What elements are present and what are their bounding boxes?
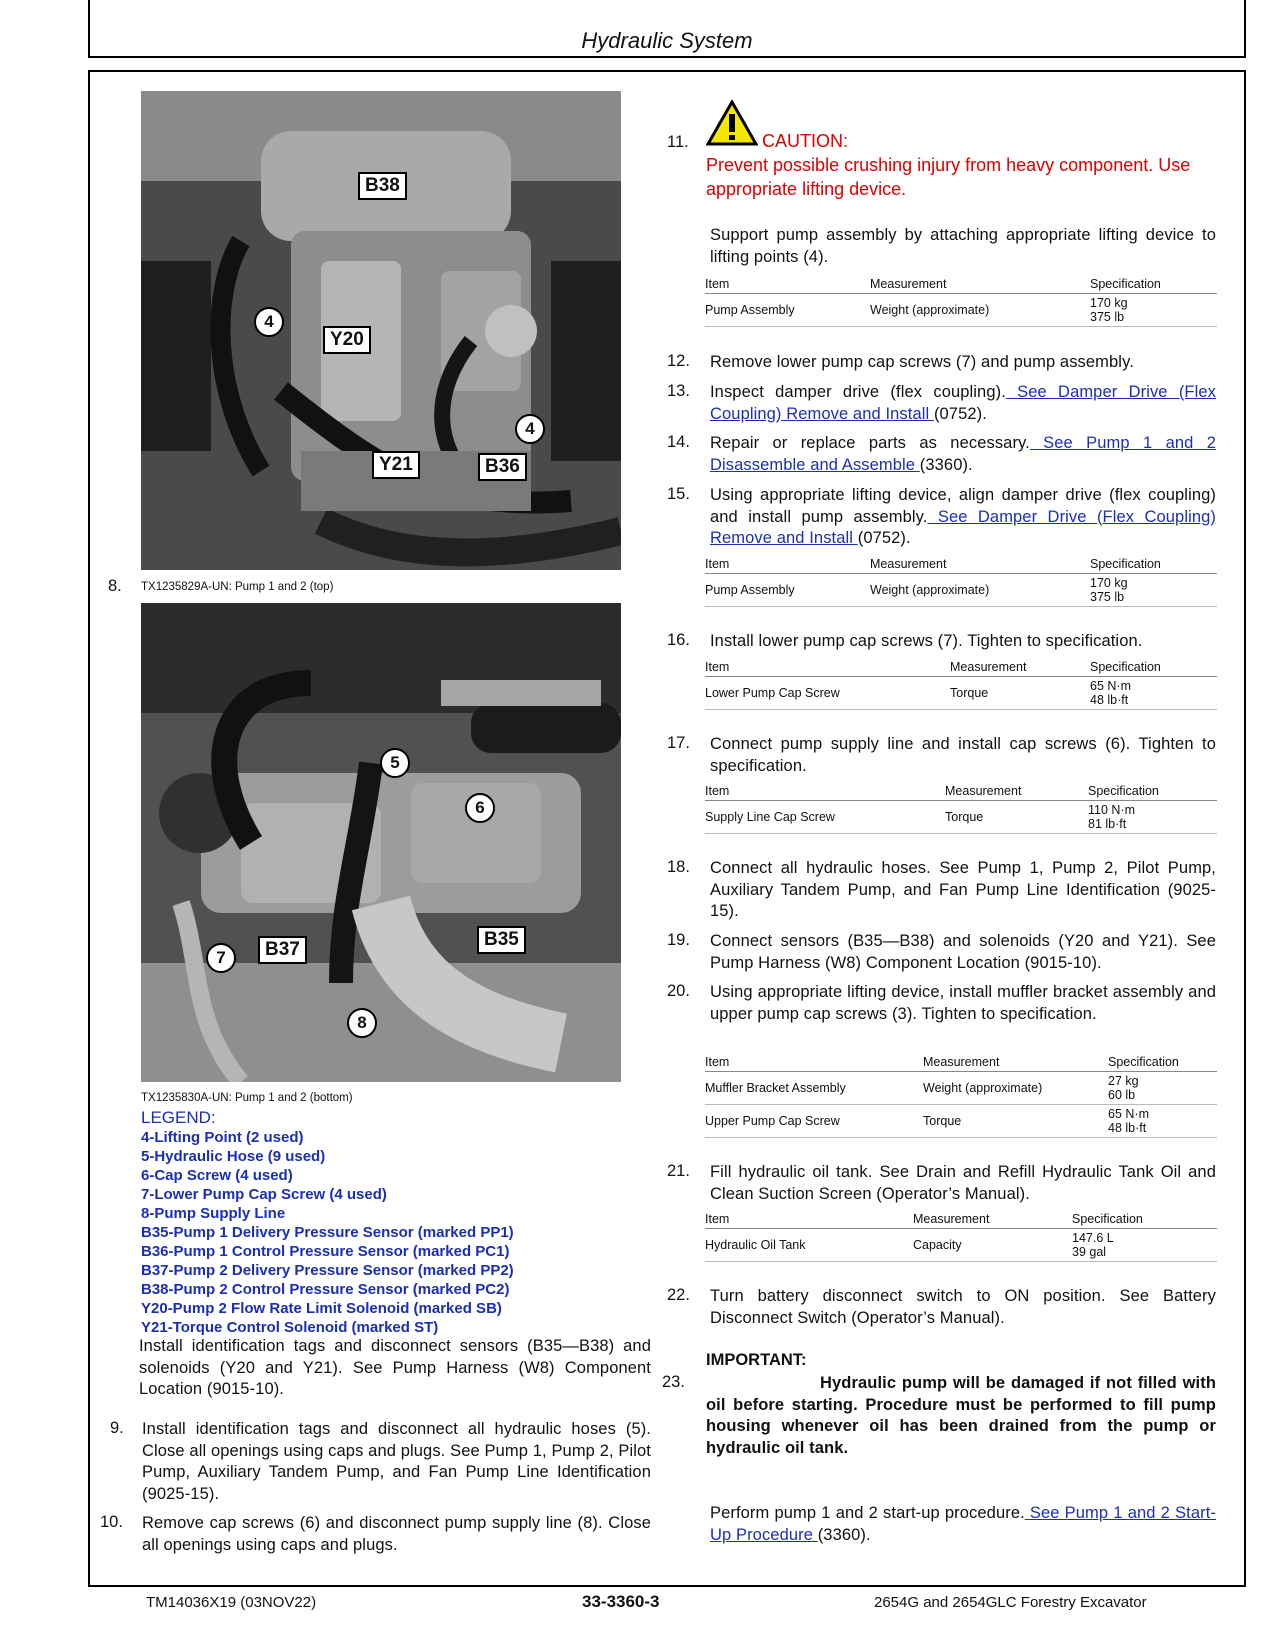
step-13-suffix: (0752). xyxy=(933,404,987,423)
spec-value: 39 gal xyxy=(1072,1245,1107,1259)
table-cell: Weight (approximate) xyxy=(923,1072,1108,1105)
table-cell: Hydraulic Oil Tank xyxy=(705,1229,913,1262)
pump-top-photo xyxy=(141,91,621,570)
step-22-text: Turn battery disconnect switch to ON position. See Battery Disconnect Switch (Operator’s Manual). xyxy=(710,1287,1216,1327)
pump-bottom-photo xyxy=(141,603,621,1082)
table-header: Specification xyxy=(1088,783,1217,801)
table-header: Item xyxy=(705,556,870,574)
step-17-number: 17. xyxy=(667,734,690,752)
table-cell: Torque xyxy=(923,1105,1108,1138)
step-20-number: 20. xyxy=(667,982,690,1000)
table-cell: Pump Assembly xyxy=(705,294,870,327)
table-cell xyxy=(1088,801,1217,834)
step-12-number: 12. xyxy=(667,352,690,370)
legend-item: 8-Pump Supply Line xyxy=(141,1205,286,1222)
damper-drive-link[interactable]: See Damper Drive (Flex Coupling) Remove and Install xyxy=(710,383,1216,423)
table-header: Item xyxy=(705,1054,923,1072)
figure-bottom-caption: TX1235830A-UN: Pump 1 and 2 (bottom) xyxy=(141,1092,353,1104)
callout-4-right: 4 xyxy=(515,414,545,444)
spec-table-step-20 xyxy=(705,1054,1217,1138)
step-15-text xyxy=(710,485,1216,550)
step-18-text: Connect all hydraulic hoses. See Pump 1, Pump 2, Pilot Pump, Auxiliary Tandem Pump, and Fan Pump Line Identification (9025-15). xyxy=(710,859,1216,920)
step-21-text: Fill hydraulic oil tank. See Drain and Refill Hydraulic Tank Oil and Clean Suction Screen (Operator’s Manual). xyxy=(710,1163,1216,1203)
spec-value: 110 N·m xyxy=(1088,803,1136,817)
step-20-text: Using appropriate lifting device, install muffler bracket assembly and upper pump cap screws (3). Tighten to specification. xyxy=(710,983,1216,1023)
callout-b37: B37 xyxy=(258,936,307,964)
spec-value: 375 lb xyxy=(1090,590,1125,604)
step-23-suffix: (3360). xyxy=(817,1525,871,1544)
table-header: Measurement xyxy=(870,276,1090,294)
callout-y20: Y20 xyxy=(323,326,371,354)
table-cell xyxy=(1090,294,1217,327)
table-row xyxy=(705,294,1217,327)
footer-product: 2654G and 2654GLC Forestry Excavator xyxy=(874,1594,1147,1611)
spec-value: 65 N·m xyxy=(1108,1107,1149,1121)
step-12-text: Remove lower pump cap screws (7) and pump assembly. xyxy=(710,353,1134,371)
table-cell: Capacity xyxy=(913,1229,1072,1262)
step-11-text: Support pump assembly by attaching appropriate lifting device to lifting points (4). xyxy=(710,226,1216,266)
step-17-text: Connect pump supply line and install cap screws (6). Tighten to specification. xyxy=(710,735,1216,775)
table-cell xyxy=(1108,1105,1217,1138)
step-21-number: 21. xyxy=(667,1162,690,1180)
table-cell xyxy=(1090,574,1217,607)
table-cell xyxy=(1108,1072,1217,1105)
table-row xyxy=(705,1105,1217,1138)
footer-doc-id: TM14036X19 (03NOV22) xyxy=(146,1594,317,1611)
step-14-suffix: (3360). xyxy=(919,455,973,474)
table-header: Item xyxy=(705,276,870,294)
legend-item: B37-Pump 2 Delivery Pressure Sensor (marked PP2) xyxy=(141,1262,514,1279)
figure-top-caption: TX1235829A-UN: Pump 1 and 2 (top) xyxy=(141,581,334,593)
table-header: Measurement xyxy=(870,556,1090,574)
table-header: Measurement xyxy=(950,659,1090,677)
footer-page-number: 33-3360-3 xyxy=(582,1592,660,1611)
spec-table-step-16 xyxy=(705,659,1217,710)
callout-b38: B38 xyxy=(358,172,407,200)
callout-b36: B36 xyxy=(478,453,527,481)
table-cell xyxy=(1090,677,1217,710)
caution-text: Prevent possible crushing injury from heavy component. Use appropriate lifting device. xyxy=(706,155,1191,199)
table-cell: Weight (approximate) xyxy=(870,574,1090,607)
step-22-number: 22. xyxy=(667,1286,690,1304)
table-row xyxy=(705,677,1217,710)
step-23-body: Perform pump 1 and 2 start-up procedure. xyxy=(710,1504,1025,1522)
callout-4-left: 4 xyxy=(254,307,284,337)
legend-item: B36-Pump 1 Control Pressure Sensor (marked PC1) xyxy=(141,1243,510,1260)
step-9-text: Install identification tags and disconnect all hydraulic hoses (5). Close all openings using caps and plugs. See Pump 1, Pump 2, Pilot Pump, Auxiliary Tandem Pump, and Fan Pump Line Identification (9025-15). xyxy=(142,1420,651,1503)
table-row xyxy=(705,574,1217,607)
callout-6: 6 xyxy=(465,793,495,823)
legend-item: 7-Lower Pump Cap Screw (4 used) xyxy=(141,1186,387,1203)
legend xyxy=(141,1108,621,1337)
table-cell: Supply Line Cap Screw xyxy=(705,801,945,834)
step-9-number: 9. xyxy=(110,1419,124,1437)
step-8-text: Install identification tags and disconnect sensors (B35—B38) and solenoids (Y20 and Y21). See Pump Harness (W8) Component Location (9015-10). xyxy=(139,1337,651,1398)
legend-item: 6-Cap Screw (4 used) xyxy=(141,1167,293,1184)
spec-value: 170 kg xyxy=(1090,576,1128,590)
step-13-text xyxy=(710,382,1216,425)
spec-value: 60 lb xyxy=(1108,1088,1136,1102)
spec-value: 375 lb xyxy=(1090,310,1125,324)
spec-table-step-21 xyxy=(705,1211,1217,1262)
legend-item: 4-Lifting Point (2 used) xyxy=(141,1129,304,1146)
table-header: Specification xyxy=(1090,556,1217,574)
step-11-number: 11. xyxy=(667,133,689,151)
spec-value: 170 kg xyxy=(1090,296,1128,310)
step-10-number: 10. xyxy=(100,1513,123,1531)
callout-8: 8 xyxy=(347,1008,377,1038)
page-title: Hydraulic System xyxy=(581,28,753,53)
table-row xyxy=(705,1072,1217,1105)
step-15-number: 15. xyxy=(667,485,690,503)
table-cell: Torque xyxy=(950,677,1090,710)
table-cell xyxy=(1072,1229,1217,1262)
step-16-text: Install lower pump cap screws (7). Tighten to specification. xyxy=(710,632,1143,650)
table-header: Measurement xyxy=(923,1054,1108,1072)
table-row xyxy=(705,801,1217,834)
table-header: Specification xyxy=(1072,1211,1217,1229)
table-header: Measurement xyxy=(945,783,1088,801)
legend-item: B35-Pump 1 Delivery Pressure Sensor (marked PP1) xyxy=(141,1224,514,1241)
caution-label: CAUTION: xyxy=(762,131,849,151)
step-14-body: Repair or replace parts as necessary. xyxy=(710,434,1030,452)
table-header: Item xyxy=(705,783,945,801)
spec-table-step-11 xyxy=(705,276,1217,327)
table-header: Specification xyxy=(1090,276,1217,294)
callout-b35: B35 xyxy=(477,926,526,954)
startup-procedure-link[interactable]: See Pump 1 and 2 Start-Up Procedure xyxy=(710,1504,1216,1544)
table-cell: Torque xyxy=(945,801,1088,834)
spec-value: 81 lb·ft xyxy=(1088,817,1127,831)
table-header: Specification xyxy=(1090,659,1217,677)
step-14-text xyxy=(710,433,1216,476)
step-13-number: 13. xyxy=(667,382,690,400)
table-cell: Upper Pump Cap Screw xyxy=(705,1105,923,1138)
step-23-text xyxy=(710,1503,1216,1546)
legend-item: 5-Hydraulic Hose (9 used) xyxy=(141,1148,326,1165)
step-18-number: 18. xyxy=(667,858,690,876)
spec-value: 65 N·m xyxy=(1090,679,1131,693)
important-text: Hydraulic pump will be damaged if not filled with oil before starting. Procedure must be performed to fill pump housing whenever oil has been drained from the pump or hydraulic oil tank. xyxy=(706,1374,1216,1457)
damper-drive-link-2[interactable]: See Damper Drive (Flex Coupling) Remove and Install xyxy=(710,507,1217,547)
table-header: Item xyxy=(705,659,950,677)
table-cell: Lower Pump Cap Screw xyxy=(705,677,950,710)
step-19-text: Connect sensors (B35—B38) and solenoids (Y20 and Y21). See Pump Harness (W8) Component Location (9015-10). xyxy=(710,932,1216,972)
callout-y21: Y21 xyxy=(372,451,420,479)
table-header: Specification xyxy=(1108,1054,1217,1072)
pump-disassemble-link[interactable]: See Pump 1 and 2 Disassemble and Assemble xyxy=(710,434,1216,474)
step-15-body: Using appropriate lifting device, align damper drive (flex coupling) and install pump assembly. xyxy=(710,486,1216,526)
step-23-number: 23. xyxy=(662,1373,685,1391)
table-header: Item xyxy=(705,1211,913,1229)
spec-table-step-17 xyxy=(705,783,1217,834)
spec-value: 48 lb·ft xyxy=(1108,1121,1147,1135)
table-cell: Muffler Bracket Assembly xyxy=(705,1072,923,1105)
legend-title: LEGEND: xyxy=(141,1108,216,1127)
step-14-number: 14. xyxy=(667,433,690,451)
spec-table-step-15 xyxy=(705,556,1217,607)
callout-7: 7 xyxy=(206,943,236,973)
table-cell: Pump Assembly xyxy=(705,574,870,607)
table-row xyxy=(705,1229,1217,1262)
step-19-number: 19. xyxy=(667,931,690,949)
step-16-number: 16. xyxy=(667,631,690,649)
step-13-body: Inspect damper drive (flex coupling). xyxy=(710,383,1006,401)
legend-item: Y20-Pump 2 Flow Rate Limit Solenoid (marked SB) xyxy=(141,1300,502,1317)
legend-item: Y21-Torque Control Solenoid (marked ST) xyxy=(141,1319,439,1336)
spec-value: 48 lb·ft xyxy=(1090,693,1129,707)
step-15-suffix: (0752). xyxy=(857,529,911,547)
important-label: IMPORTANT: xyxy=(706,1351,807,1369)
table-header: Measurement xyxy=(913,1211,1072,1229)
step-8-number: 8. xyxy=(108,577,122,595)
table-cell: Weight (approximate) xyxy=(870,294,1090,327)
legend-item: B38-Pump 2 Control Pressure Sensor (marked PC2) xyxy=(141,1281,510,1298)
spec-value: 147.6 L xyxy=(1072,1231,1114,1245)
callout-5: 5 xyxy=(380,748,410,778)
step-10-text: Remove cap screws (6) and disconnect pump supply line (8). Close all openings using caps and plugs. xyxy=(142,1514,651,1554)
spec-value: 27 kg xyxy=(1108,1074,1139,1088)
warning-icon xyxy=(706,100,758,151)
